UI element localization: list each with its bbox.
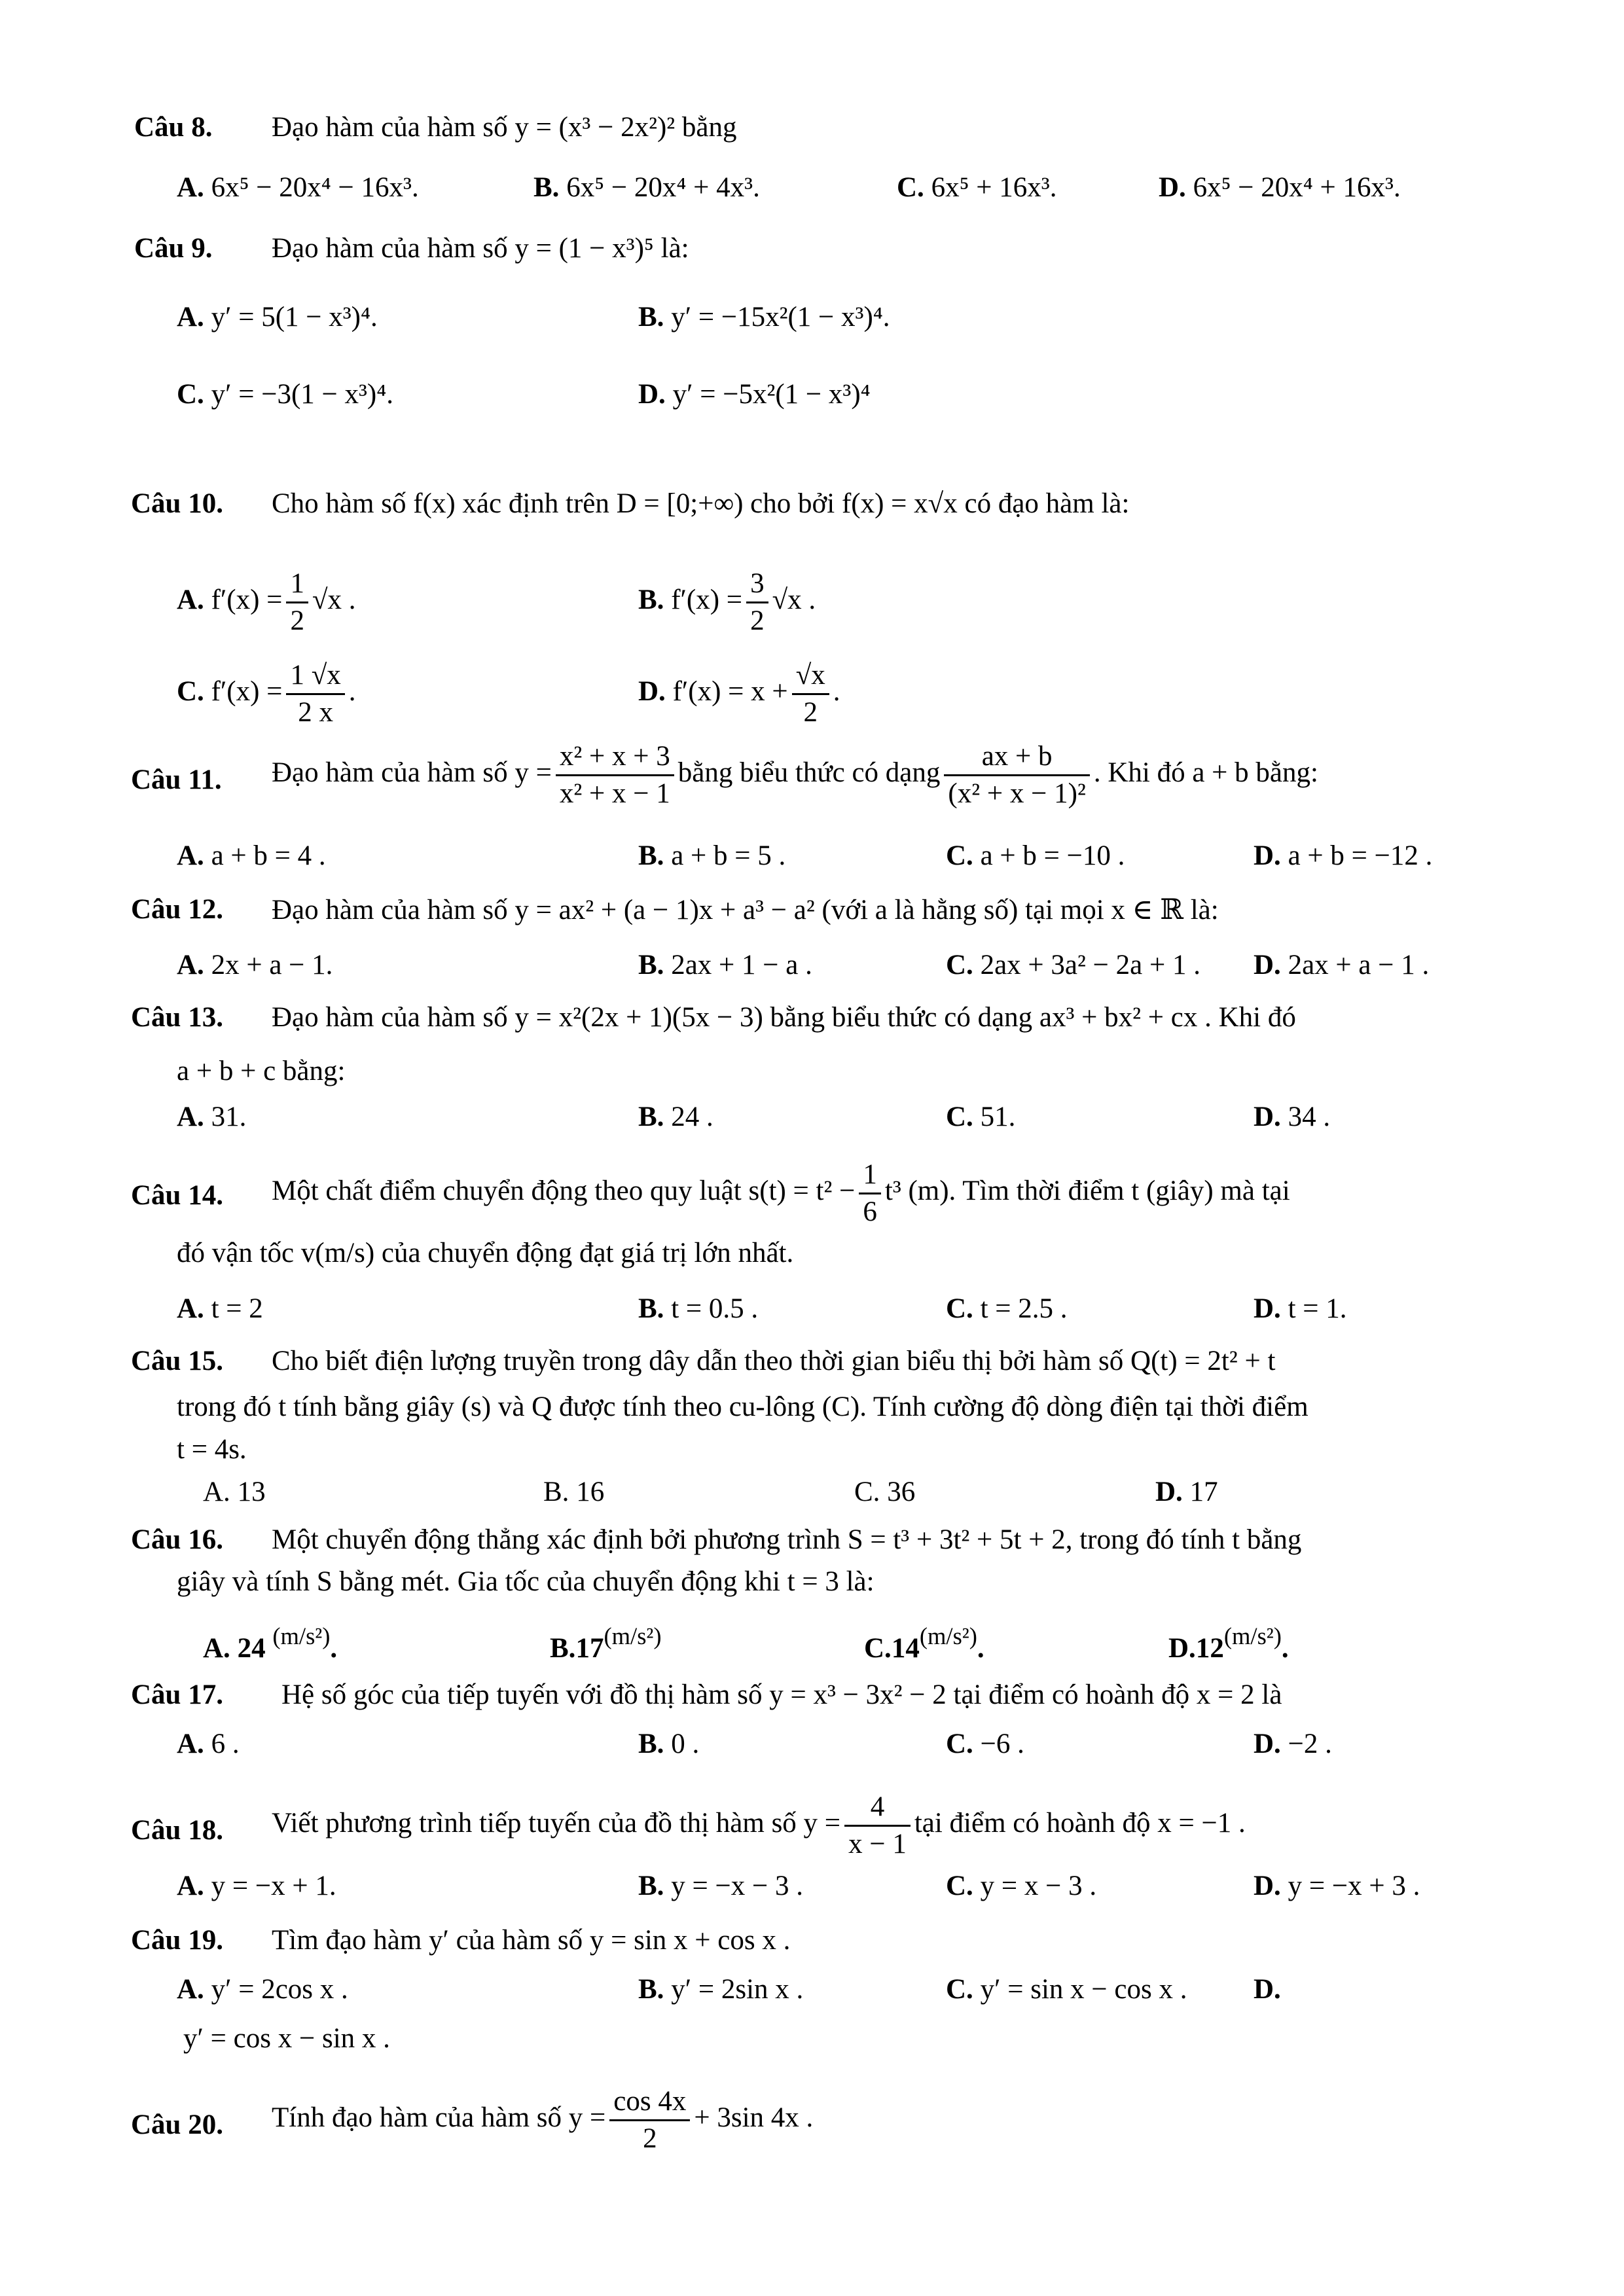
option-a: A. y′ = 5(1 − x³)⁴. bbox=[177, 302, 378, 332]
question-text-continued: trong đó t tính bằng giây (s) và Q được tính theo cu-lông (C). Tính cường độ dòng điện tại thời điểm bbox=[177, 1391, 1308, 1422]
option-d: $D.12^{(m/s^2)}$. bbox=[1168, 1623, 1289, 1664]
question-number: Câu 8. bbox=[134, 112, 213, 143]
option-b: B. f′(x) = $\frac{3}{2}$ √x . bbox=[638, 566, 816, 639]
option-c: C. 2ax + 3a² − 2a + 1 . bbox=[946, 950, 1200, 980]
question-9-options-row1 bbox=[0, 301, 1624, 373]
question-10 bbox=[0, 488, 1624, 560]
option-a: A. 6 . bbox=[177, 1729, 240, 1759]
option-b: B. y′ = 2sin x . bbox=[638, 1974, 804, 2005]
option-c: C. y = x − 3 . bbox=[946, 1871, 1097, 1901]
option-c: C. f′(x) = $\frac{1 √x}{2 x}$ . bbox=[177, 658, 356, 730]
question-text: Đạo hàm của hàm số y = $\frac{\text{x² + x + 3}}{\text{x² + x − 1}}$ bằng biểu thức có dạng $\frac{ax + b}{\text{(x² + x − 1)²}}$ . Khi đó a + b bằng: bbox=[272, 739, 1318, 812]
option-c: C. 6x⁵ + 16x³. bbox=[897, 172, 1057, 203]
question-number: Câu 13. bbox=[131, 1002, 223, 1033]
question-number: Câu 12. bbox=[131, 894, 223, 925]
question-10-options-row1 bbox=[0, 553, 1624, 645]
question-text: Cho hàm số f(x) xác định trên D = [0;+∞) cho bởi f(x) = x√x có đạo hàm là: bbox=[272, 488, 1130, 519]
question-text: Hệ số góc của tiếp tuyến với đồ thị hàm số y = x³ − 3x² − 2 tại điểm có hoành độ x = 2 là bbox=[281, 1679, 1282, 1710]
question-number: Câu 17. bbox=[131, 1679, 223, 1710]
question-text: Tính đạo hàm của hàm số y = $\frac{\cos 4x}{2}$ + 3sin 4x . bbox=[272, 2084, 813, 2157]
question-number: Câu 10. bbox=[131, 488, 223, 519]
option-a: A. 2x + a − 1. bbox=[177, 950, 333, 980]
option-d: D. t = 1. bbox=[1254, 1293, 1347, 1324]
question-text: Viết phương trình tiếp tuyến của đồ thị hàm số y = $\frac{4}{x - 1}$ tại điểm có hoành độ x = −1 . bbox=[272, 1789, 1246, 1862]
option-d: D. 2ax + a − 1 . bbox=[1254, 950, 1430, 980]
question-text: Đạo hàm của hàm số y = (1 − x³)⁵ là: bbox=[272, 233, 689, 264]
question-number: Câu 16. bbox=[131, 1524, 223, 1555]
option-d-text: y′ = cos x − sin x . bbox=[183, 2023, 390, 2054]
option-a: A. 13 bbox=[203, 1477, 266, 1507]
option-b: B. 0 . bbox=[638, 1729, 700, 1759]
option-d: D. f′(x) = x + $\frac{√x}{2}$ . bbox=[638, 658, 840, 730]
option-b: B. 6x⁵ − 20x⁴ + 4x³. bbox=[533, 172, 760, 203]
question-number: Câu 18. bbox=[131, 1815, 223, 1846]
option-a: A. f′(x) = $\frac{1}{2}$ √x . bbox=[177, 566, 356, 639]
option-d: D. 17 bbox=[1155, 1477, 1218, 1507]
question-number: Câu 9. bbox=[134, 233, 213, 264]
question-number: Câu 20. bbox=[131, 2109, 223, 2140]
option-c: C. y′ = sin x − cos x . bbox=[946, 1974, 1187, 2005]
option-a: A. a + b = 4 . bbox=[177, 840, 326, 871]
option-a: A. 31. bbox=[177, 1102, 247, 1132]
question-text-continued: t = 4s. bbox=[177, 1434, 247, 1465]
question-10-options-row2 bbox=[0, 645, 1624, 736]
option-d: D. −2 . bbox=[1254, 1729, 1332, 1759]
question-text-continued: a + b + c bằng: bbox=[177, 1056, 346, 1086]
question-9 bbox=[0, 232, 1624, 304]
question-text: Đạo hàm của hàm số y = (x³ − 2x²)² bằng bbox=[272, 112, 737, 143]
option-b: $B.17^{(m/s^2)}$ bbox=[550, 1623, 662, 1664]
question-text-continued: giây và tính S bằng mét. Gia tốc của chuyển động khi t = 3 là: bbox=[177, 1566, 875, 1597]
option-c: C. 51. bbox=[946, 1102, 1016, 1132]
question-18 bbox=[0, 1780, 1624, 1878]
option-a: A. 6x⁵ − 20x⁴ − 16x³. bbox=[177, 172, 419, 203]
option-b: B. y = −x − 3 . bbox=[638, 1871, 803, 1901]
option-b: B. y′ = −15x²(1 − x³)⁴. bbox=[638, 302, 890, 332]
option-d: D. y′ = −5x²(1 − x³)⁴ bbox=[638, 379, 871, 410]
option-d: D. 6x⁵ − 20x⁴ + 16x³. bbox=[1159, 172, 1401, 203]
option-b: B. 16 bbox=[543, 1477, 605, 1507]
option-d: D. 34 . bbox=[1254, 1102, 1331, 1132]
question-20 bbox=[0, 2075, 1624, 2173]
question-14 bbox=[0, 1145, 1624, 1244]
option-a: A. 24 $^{(m/s^2)}$. bbox=[203, 1623, 338, 1664]
question-number: Câu 14. bbox=[131, 1180, 223, 1211]
option-c: C. 36 bbox=[854, 1477, 916, 1507]
option-c: C. y′ = −3(1 − x³)⁴. bbox=[177, 379, 393, 410]
question-text: Một chất điểm chuyển động theo quy luật s(t) = t² − $\frac{1}{6}$ t³ (m). Tìm thời điểm t (giây) mà tại bbox=[272, 1157, 1290, 1230]
option-a: A. y′ = 2cos x . bbox=[177, 1974, 348, 2005]
option-b: B. t = 0.5 . bbox=[638, 1293, 759, 1324]
option-c: $C.14^{(m/s^2)}$. bbox=[864, 1623, 984, 1664]
option-d-label: D. bbox=[1254, 1974, 1281, 2005]
question-number: Câu 19. bbox=[131, 1925, 223, 1956]
question-text: Đạo hàm của hàm số y = ax² + (a − 1)x + a³ − a² (với a là hằng số) tại mọi x ∈ ℝ là: bbox=[272, 895, 1219, 925]
question-text: Đạo hàm của hàm số y = x²(2x + 1)(5x − 3) bằng biểu thức có dạng ax³ + bx² + cx . Khi đó bbox=[272, 1002, 1296, 1033]
question-9-options-row2 bbox=[0, 378, 1624, 450]
question-text: Một chuyển động thẳng xác định bởi phương trình S = t³ + 3t² + 5t + 2, trong đó tính t bằng bbox=[272, 1524, 1302, 1555]
option-b: B. 24 . bbox=[638, 1102, 713, 1132]
question-text-continued: đó vận tốc v(m/s) của chuyển động đạt giá trị lớn nhất. bbox=[177, 1238, 794, 1268]
option-c: C. −6 . bbox=[946, 1729, 1024, 1759]
option-a: A. t = 2 bbox=[177, 1293, 263, 1324]
option-b: B. 2ax + 1 − a . bbox=[638, 950, 812, 980]
question-text: Cho biết điện lượng truyền trong dây dẫn theo thời gian biểu thị bởi hàm số Q(t) = 2t² + t bbox=[272, 1346, 1276, 1376]
option-c: C. a + b = −10 . bbox=[946, 840, 1125, 871]
question-text: Tìm đạo hàm y′ của hàm số y = sin x + cos x . bbox=[272, 1925, 791, 1956]
option-c: C. t = 2.5 . bbox=[946, 1293, 1068, 1324]
question-number: Câu 15. bbox=[131, 1346, 223, 1376]
question-number: Câu 11. bbox=[131, 764, 222, 795]
option-d: D. a + b = −12 . bbox=[1254, 840, 1433, 871]
question-11 bbox=[0, 730, 1624, 828]
option-a: A. y = −x + 1. bbox=[177, 1871, 336, 1901]
option-b: B. a + b = 5 . bbox=[638, 840, 786, 871]
option-d: D. y = −x + 3 . bbox=[1254, 1871, 1420, 1901]
